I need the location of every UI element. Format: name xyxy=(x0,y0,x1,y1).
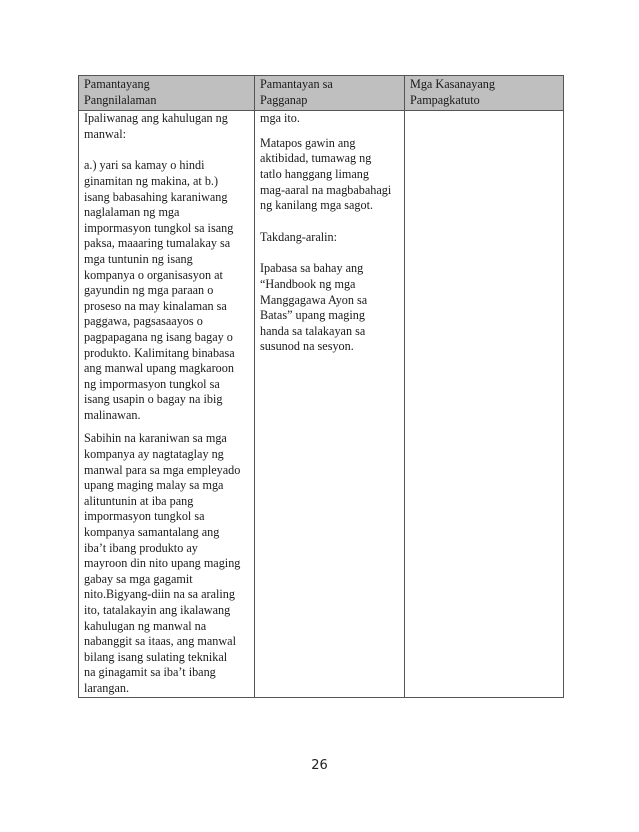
header-mga-kasanayang-pampagkatuto xyxy=(405,76,564,111)
content-cell-pagganap xyxy=(255,111,405,697)
content-cell-pangnilalaman xyxy=(79,111,255,697)
content-cell-kasanayan xyxy=(405,111,564,697)
table-row xyxy=(79,111,564,697)
page-number: 26 xyxy=(311,758,328,773)
paragraph-continuation: mga ito. xyxy=(260,111,300,126)
table-header-row xyxy=(79,76,564,111)
paragraph-activity: Matapos gawin ang aktibidad, tumawag ng tatlo hanggang limang mag-aaral na magbabahagi ng kanilang mga sagot. xyxy=(260,135,392,213)
header-label: Pamantayang Pangnilalaman xyxy=(84,77,157,107)
paragraph-assignment: Ipabasa sa bahay ang “Handbook ng mga Manggagawa Ayon sa Batas” upang maging handa sa talakayan sa susunod na sesyon. xyxy=(260,261,368,354)
header-label: Pamantayan sa Pagganap xyxy=(260,77,333,107)
lesson-plan-table xyxy=(78,75,564,698)
paragraph-definition: a.) yari sa kamay o hindi ginamitan ng makina, at b.) isang babasahing karaniwang naglalaman ng mga impormasyon tungkol sa isang paksa, maaaring tumalakay sa mga tuntunin ng isang kompanya o organisasyon at gayundin ng mga paraan o proseso na may kinalaman sa paggawa, pagsasaayos o pagpapagana ng isang bagay o produkto. Kalimitang binabasa ang manwal upang magkaroon ng impormasyon tungkol sa isang usapin o bagay na ibig malinawan. xyxy=(84,158,235,422)
paragraph-intro: Ipaliwanag ang kahulugan ng manwal: xyxy=(84,111,228,141)
paragraph-explanation: Sabihin na karaniwan sa mga kompanya ay nagtataglay ng manwal para sa mga empleyado upang maging malay sa mga alituntunin at iba pang impormasyon tungkol sa kompanya samantalang ang iba’t ibang produkto ay mayroon din nito upang maging gabay sa mga gagamit nito.Bigyang-diin na sa araling ito, tatalakayin ang ikalawang kahulugan ng manwal na nabanggit sa itaas, ang manwal bilang isang sulating teknikal na ginagamit sa iba’t ibang larangan. xyxy=(84,431,241,695)
header-label: Mga Kasanayang Pampagkatuto xyxy=(410,77,495,107)
header-pamantayan-sa-pagganap xyxy=(255,76,405,111)
paragraph-assignment-heading: Takdang-aralin: xyxy=(260,229,337,244)
header-pamantayang-pangnilalaman xyxy=(79,76,255,111)
